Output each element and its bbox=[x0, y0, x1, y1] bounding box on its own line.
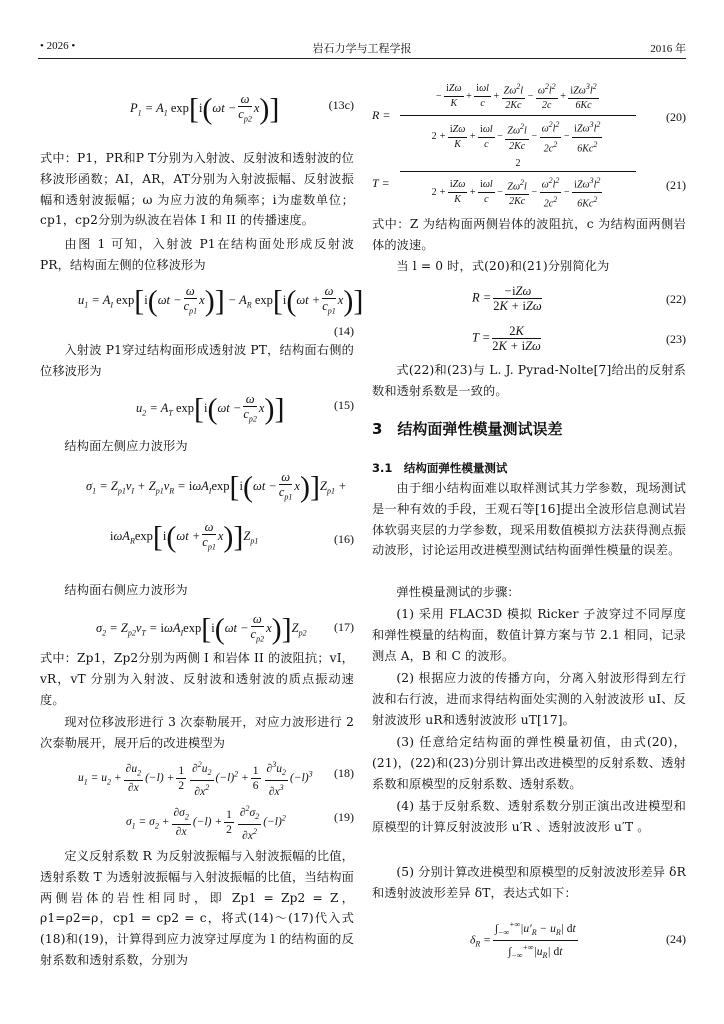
equation-number: (14) bbox=[334, 324, 354, 338]
paragraph: 入射波 P1穿过结构面形成透射波 PT，结构面右侧的位移波形为 bbox=[40, 343, 354, 378]
equation-number: (19) bbox=[334, 810, 354, 824]
equation-number: (17) bbox=[334, 620, 354, 634]
subsection-heading: 3.1 结构面弹性模量测试 bbox=[372, 461, 508, 475]
paragraph: 由于细小结构面难以取样测试其力学参数，现场测试是一种有效的手段，王观石等[16]提出全波形信息测试岩体软弱夹层的力学参数，现采用数值模拟方法获得测点振动波形，讨论运用改进模型测试结构面弹性模量的误差。 bbox=[372, 481, 686, 558]
equation-15: $u_2 = A_T$ exp[i(ωt − $\frac{\omega}{c_{p2}}$ x)] (15) bbox=[136, 392, 354, 426]
equation-18: $u_1 = u_2$ + $\frac{\partial u_2}{\partial x}$ (−l) + $\frac{1}{2}$ $\frac{\partial^2u_2}{\partial x^2}$ $(-l)^2$ + $\frac{1}{6}$ $\frac{\partial^3u_2}{\partial x^3}$ $(-l)^3$ (18) bbox=[78, 760, 354, 798]
equation-20: R = − $\frac{\text{iZω}}{K}$ + $\frac{\text{iωl}}{c}$ + $\frac{Z\omega^2l}{2Kc}$ − $\frac{\omega^2l^2}{2c}$ + $\frac{iZ\omega^3l^2}{6Kc}$ 2 + $\frac{\text{iZω}}{K}$ + $\frac{\text{iωl}}{c}$ − $\frac{Z\omega^2l}{2Kc}$ − $\frac{\omega^2l^2}{2c^2}$ − $\frac{iZ\omega^3l^2}{6Kc^2}$ (20) bbox=[372, 82, 686, 154]
equation-13c: $P_1 = A_1$ exp[i(ωt − $\frac{\omega}{c_{p2}}$ x)] (13c) bbox=[130, 92, 354, 126]
equation-number: (23) bbox=[666, 332, 686, 346]
page-number: • 2026 • bbox=[40, 40, 76, 52]
equation-number: (18) bbox=[334, 766, 354, 780]
paragraph: 式中：P1，PR和P T分别为入射波、反射波和透射波的位移波形函数；AI，AR，AT分别为入射波振幅、反射波振幅和透射波振幅；ω 为应力波的角频率；i为虚数单位；cp1，cp2分别为纵波在岩体 I 和 II 的传播速度。 bbox=[40, 151, 354, 228]
equation-number: (20) bbox=[666, 110, 686, 124]
paragraph: 由图 1 可知，入射波 P1在结构面处形成反射波 PR，结构面左侧的位移波形为 bbox=[40, 237, 354, 272]
paragraph: 式(22)和(23)与 L. J. Pyrad-Nolte[7]给出的反射系数和透射系数是一致的。 bbox=[372, 363, 686, 398]
paragraph: 弹性模量测试的步骤： bbox=[396, 585, 520, 599]
paragraph: (1) 采用 FLAC3D 模拟 Ricker 子波穿过不同厚度和弹性模量的结构面，数值计算方案与节 2.1 相同，记录测点 A，B 和 C 的波形。 bbox=[372, 607, 686, 663]
equation-number: (13c) bbox=[328, 98, 354, 112]
equation-16: $\sigma_1 = Z_{p1}v_I + Z_{p1}v_R = i\omega A_I\exp[i(\omega t$ − $\frac{\omega}{c_{p1}}$ $x)]Z_{p1}$ + iωA$_R$exp[i(ωt + $\frac{\omega}{c_{p1}}$ $x)]Z_{p1}$ (16) bbox=[86, 470, 354, 554]
paragraph: 结构面右侧应力波形为 bbox=[64, 583, 188, 597]
header-rule bbox=[38, 58, 686, 59]
right-column bbox=[372, 70, 686, 1020]
running-header bbox=[0, 38, 724, 56]
equation-number: (24) bbox=[666, 932, 686, 946]
equation-14: $u_1 = A_I$ exp[i(ωt − $\frac{\omega}{c_{p1}}$ $x)] - A_R$ exp[i(ωt + $\frac{\omega}{c_{p1}}$ x)] (14) bbox=[78, 284, 364, 338]
section-heading: 3 结构面弹性模量测试误差 bbox=[372, 420, 563, 438]
year: 2016 年 bbox=[650, 43, 686, 55]
paragraph: (4) 基于反射系数、透射系数分别正演出改进模型和原模型的计算反射波波形 u′R 、透射波波形 u′T 。 bbox=[372, 799, 686, 834]
equation-number: (15) bbox=[334, 398, 354, 412]
paragraph: 结构面左侧应力波形为 bbox=[64, 439, 188, 453]
paragraph: 现对位移波形进行 3 次泰勒展开，对应力波形进行 2 次泰勒展开，展开后的改进模型为 bbox=[40, 715, 354, 750]
journal-title: 岩石力学与工程学报 bbox=[312, 42, 412, 55]
paragraph: 式中：Z 为结构面两侧岩体的波阻抗，c 为结构面两侧岩体的波速。 bbox=[372, 217, 686, 252]
equation-number: (22) bbox=[666, 292, 686, 306]
equation-number: (16) bbox=[334, 532, 354, 546]
paragraph: 定义反射系数 R 为反射波振幅与入射波振幅的比值，透射系数 T 为透射波振幅与入射波振幅的比值，当结构面两侧岩体的岩性相同时，即 Zp1 = Zp2 = Z，ρ1=ρ2=ρ，cp1 = cp2 = c，将式(14)～(17)代入式(18)和(19)，计算得到应力波穿过厚度为 l 的结构面的反射系数和透射系数，分别为 bbox=[40, 849, 354, 967]
equation-17: $\sigma_2 = Z_{p2}v_T = i\omega A_I\exp[i(\omega t$ − $\frac{\omega}{c_{p2}}$ $x)]Z_{p2}$ (17) bbox=[96, 612, 354, 646]
equation-19: $\sigma_1 = \sigma_2$ + $\frac{\partial\sigma_2}{\partial x}$ (−l) + $\frac{1}{2}$ $\frac{\partial^2\sigma_2}{\partial x^2}$ $(-l)^2$ (19) bbox=[126, 804, 354, 842]
equation-23: T = $\frac{2K}{\text{2K + iZω}}$ (23) bbox=[472, 324, 686, 353]
equation-number: (21) bbox=[666, 178, 686, 192]
equation-22: R = $\frac{\text{−iZω}}{\text{2K + iZω}}$ (22) bbox=[472, 284, 686, 313]
paragraph: (5) 分别计算改进模型和原模型的反射波波形差异 δR和透射波波形差异 δT，表达式如下： bbox=[372, 865, 686, 900]
paragraph: 式中：Zp1，Zp2分别为两侧 I 和岩体 II 的波阻抗；vI，vR，vT 分别为入射波、反射波和透射波的质点振动速度。 bbox=[40, 651, 355, 707]
left-column bbox=[40, 70, 364, 1020]
equation-24: $\delta_R$ = $\frac{\int_{-\infty}^{+\infty}|u'_R - u_R| dt}{\int_{-\infty}^{+\infty}|u_R| dt}$ (24) bbox=[470, 920, 686, 961]
paragraph: 当 l = 0 时，式(20)和(21)分别简化为 bbox=[396, 259, 610, 273]
paragraph: (2) 根据应力波的传播方向，分离入射波形得到左行波和右行波，进而求得结构面处实测的入射波波形 uI、反射波波形 uR和透射波波形 uT[17]。 bbox=[372, 671, 686, 727]
paragraph: (3) 任意给定结构面的弹性模量初值，由式(20)，(21)，(22)和(23)分别计算出改进模型的反射系数、透射系数和原模型的反射系数、透射系数。 bbox=[372, 735, 686, 791]
equation-21: T = 2 2 + $\frac{\text{iZω}}{K}$ + $\frac{\text{iωl}}{c}$ − $\frac{Z\omega^2l}{2Kc}$ − $\frac{\omega^2l^2}{2c^2}$ − $\frac{iZ\omega^3l^2}{6Kc^2}$ (21) bbox=[372, 158, 686, 210]
